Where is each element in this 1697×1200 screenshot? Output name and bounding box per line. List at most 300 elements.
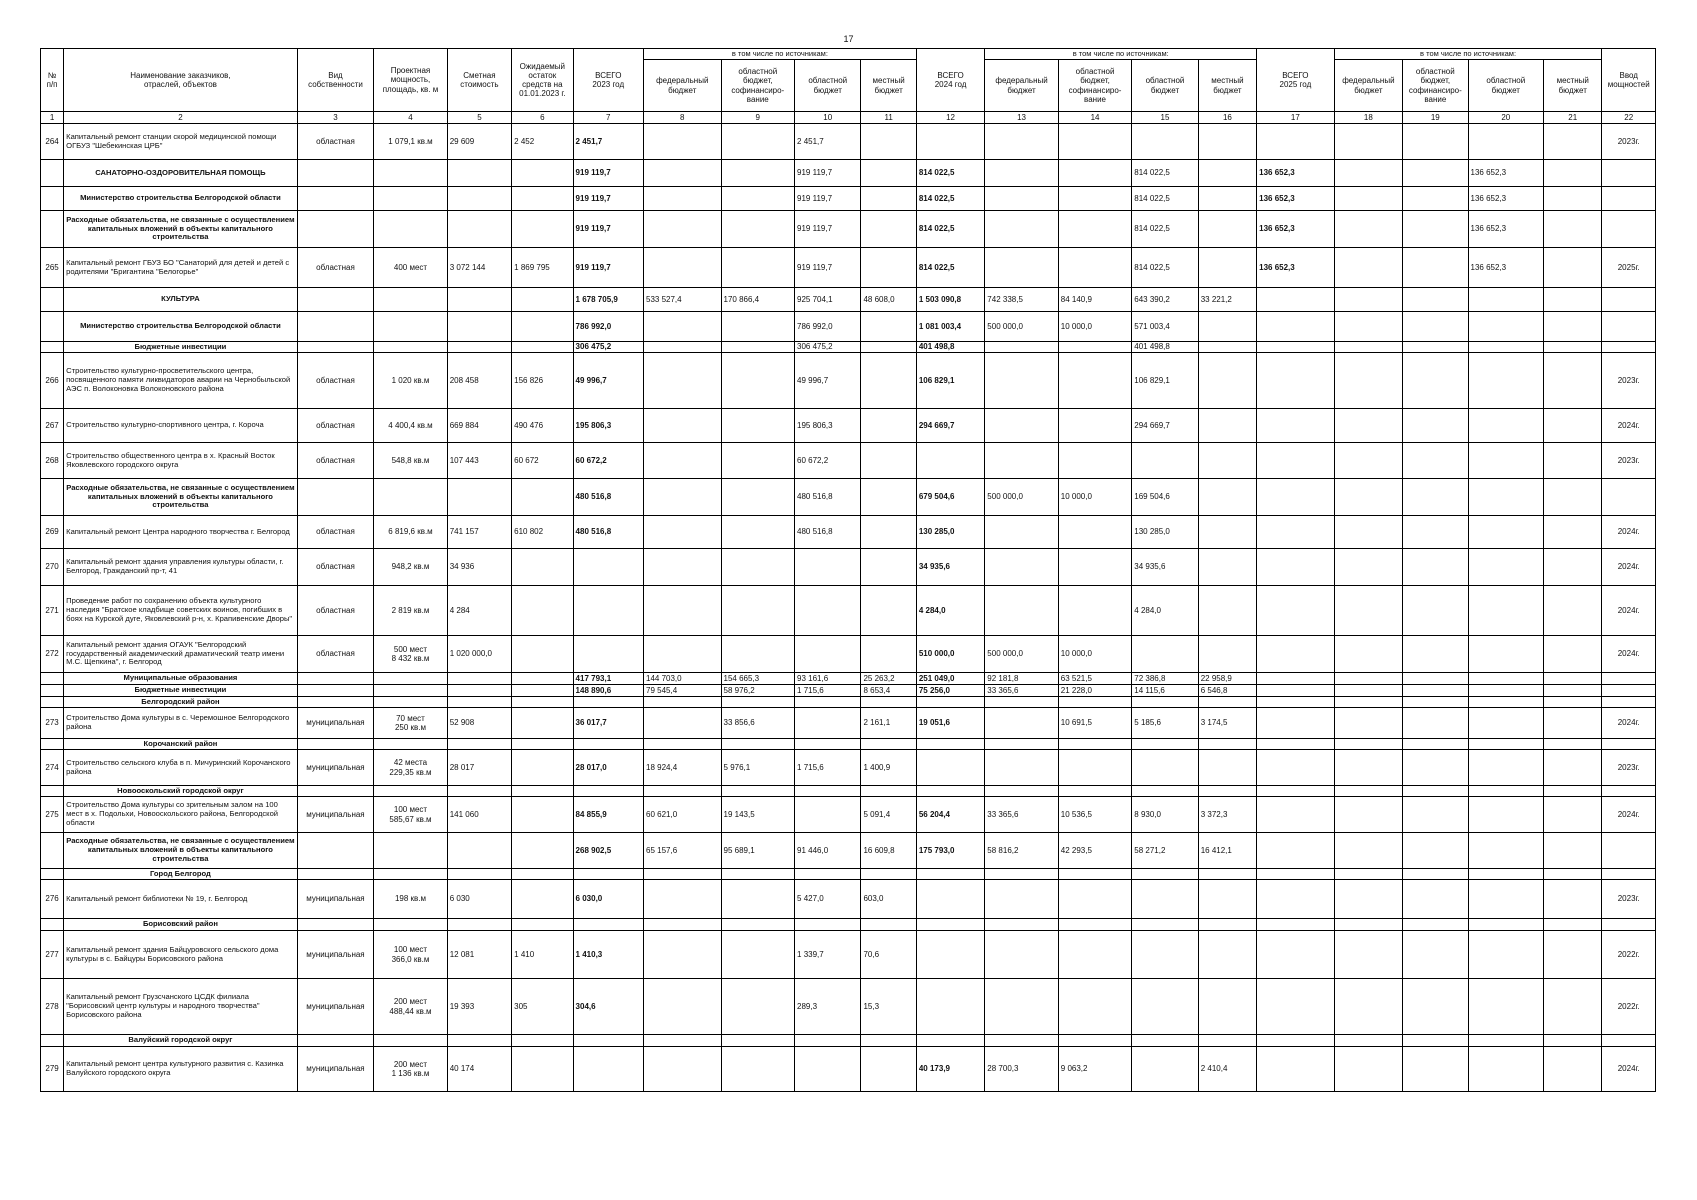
cofin-2023 — [721, 187, 794, 211]
total-2023: 148 890,6 — [573, 685, 643, 697]
local-2025 — [1544, 124, 1602, 160]
regional-2024: 169 504,6 — [1132, 479, 1198, 516]
row-number: 271 — [41, 586, 64, 636]
federal-2024: 500 000,0 — [985, 479, 1058, 516]
local-2024 — [1198, 869, 1256, 880]
table-row — [41, 516, 1656, 549]
local-2024 — [1198, 443, 1256, 479]
remaining-funds — [512, 697, 573, 708]
cofin-2024 — [1058, 750, 1131, 786]
commission-year — [1602, 786, 1656, 797]
regional-2023: 306 475,2 — [795, 342, 861, 353]
regional-2024 — [1132, 750, 1198, 786]
table-row — [41, 409, 1656, 443]
table-row — [41, 124, 1656, 160]
cofin-2025 — [1403, 124, 1468, 160]
total-2024 — [916, 786, 984, 797]
cofin-2025 — [1403, 248, 1468, 288]
total-2023: 6 030,0 — [573, 880, 643, 919]
cofin-2024 — [1058, 353, 1131, 409]
local-2023 — [861, 697, 916, 708]
commission-year: 2024г. — [1602, 797, 1656, 833]
total-2024: 40 173,9 — [916, 1047, 984, 1092]
header-cofin-2024: областной бюджет, софинансиро- вание — [1058, 60, 1131, 112]
federal-2023 — [644, 479, 722, 516]
cofin-2023 — [721, 312, 794, 342]
local-2025 — [1544, 1035, 1602, 1047]
object-name: Расходные обязательства, не связанные с осуществлением капитальных вложений в объекты капитального строительства — [64, 833, 298, 869]
estimated-cost — [447, 786, 511, 797]
column-number: 14 — [1058, 112, 1131, 124]
remaining-funds — [512, 187, 573, 211]
column-number: 1 — [41, 112, 64, 124]
row-number — [41, 697, 64, 708]
federal-2025 — [1334, 636, 1402, 673]
federal-2023 — [644, 786, 722, 797]
regional-2025 — [1468, 697, 1544, 708]
regional-2023 — [795, 1047, 861, 1092]
estimated-cost: 12 081 — [447, 931, 511, 979]
regional-2025 — [1468, 739, 1544, 750]
object-name: Валуйский городской округ — [64, 1035, 298, 1047]
capacity: 200 мест 488,44 кв.м — [374, 979, 447, 1035]
row-number — [41, 479, 64, 516]
capacity — [374, 919, 447, 931]
row-number — [41, 919, 64, 931]
cofin-2025 — [1403, 739, 1468, 750]
local-2025 — [1544, 636, 1602, 673]
total-2025: 136 652,3 — [1257, 187, 1335, 211]
total-2023: 268 902,5 — [573, 833, 643, 869]
capacity: 200 мест 1 136 кв.м — [374, 1047, 447, 1092]
federal-2024 — [985, 697, 1058, 708]
object-name: Строительство общественного центра в х. Красный Восток Яковлевского городского округа — [64, 443, 298, 479]
total-2024 — [916, 880, 984, 919]
regional-2025 — [1468, 586, 1544, 636]
local-2024 — [1198, 312, 1256, 342]
remaining-funds — [512, 797, 573, 833]
estimated-cost — [447, 342, 511, 353]
ownership — [297, 919, 374, 931]
federal-2024: 28 700,3 — [985, 1047, 1058, 1092]
regional-2025 — [1468, 931, 1544, 979]
federal-2023 — [644, 312, 722, 342]
federal-2025 — [1334, 516, 1402, 549]
remaining-funds — [512, 685, 573, 697]
regional-2023 — [795, 797, 861, 833]
table-row — [41, 248, 1656, 288]
cofin-2025 — [1403, 409, 1468, 443]
table-row — [41, 708, 1656, 739]
table-group-row — [41, 288, 1656, 312]
commission-year — [1602, 187, 1656, 211]
regional-2024: 294 669,7 — [1132, 409, 1198, 443]
local-2024 — [1198, 919, 1256, 931]
header-remaining: Ожидаемый остаток средств на 01.01.2023 г. — [512, 49, 573, 112]
local-2023 — [861, 312, 916, 342]
local-2025 — [1544, 739, 1602, 750]
cofin-2023 — [721, 211, 794, 248]
table-group-row — [41, 211, 1656, 248]
header-federal-2025: федеральный бюджет — [1334, 60, 1402, 112]
total-2025 — [1257, 1035, 1335, 1047]
cofin-2023: 58 976,2 — [721, 685, 794, 697]
commission-year — [1602, 869, 1656, 880]
regional-2025 — [1468, 833, 1544, 869]
object-name: Капитальный ремонт здания управления культуры области, г. Белгород, Гражданский пр-т, 41 — [64, 549, 298, 586]
remaining-funds — [512, 211, 573, 248]
total-2023: 84 855,9 — [573, 797, 643, 833]
cofin-2023 — [721, 516, 794, 549]
federal-2023 — [644, 697, 722, 708]
row-number — [41, 187, 64, 211]
capacity: 198 кв.м — [374, 880, 447, 919]
row-number: 268 — [41, 443, 64, 479]
local-2024 — [1198, 124, 1256, 160]
federal-2024 — [985, 342, 1058, 353]
remaining-funds — [512, 636, 573, 673]
remaining-funds: 610 802 — [512, 516, 573, 549]
total-2023: 919 119,7 — [573, 187, 643, 211]
capacity — [374, 833, 447, 869]
federal-2025 — [1334, 211, 1402, 248]
federal-2023 — [644, 931, 722, 979]
remaining-funds — [512, 288, 573, 312]
local-2025 — [1544, 288, 1602, 312]
federal-2023 — [644, 342, 722, 353]
commission-year: 2024г. — [1602, 549, 1656, 586]
federal-2023 — [644, 880, 722, 919]
regional-2025 — [1468, 786, 1544, 797]
estimated-cost: 208 458 — [447, 353, 511, 409]
federal-2025 — [1334, 673, 1402, 685]
cofin-2025 — [1403, 1047, 1468, 1092]
federal-2024 — [985, 869, 1058, 880]
commission-year — [1602, 160, 1656, 187]
capacity: 42 места 229,35 кв.м — [374, 750, 447, 786]
object-name: КУЛЬТУРА — [64, 288, 298, 312]
remaining-funds — [512, 869, 573, 880]
table-group-row — [41, 739, 1656, 750]
regional-2025: 136 652,3 — [1468, 160, 1544, 187]
commission-year: 2023г. — [1602, 353, 1656, 409]
federal-2025 — [1334, 586, 1402, 636]
regional-2025 — [1468, 288, 1544, 312]
total-2023 — [573, 586, 643, 636]
table-group-row — [41, 786, 1656, 797]
federal-2024 — [985, 708, 1058, 739]
federal-2025 — [1334, 443, 1402, 479]
local-2023 — [861, 187, 916, 211]
table-group-row — [41, 685, 1656, 697]
object-name: Строительство сельского клуба в п. Мичуринский Корочанского района — [64, 750, 298, 786]
header-regional-2024: областной бюджет — [1132, 60, 1198, 112]
estimated-cost: 19 393 — [447, 979, 511, 1035]
local-2024 — [1198, 750, 1256, 786]
total-2025 — [1257, 739, 1335, 750]
cofin-2023 — [721, 353, 794, 409]
cofin-2024 — [1058, 409, 1131, 443]
cofin-2024 — [1058, 931, 1131, 979]
estimated-cost: 1 020 000,0 — [447, 636, 511, 673]
federal-2025 — [1334, 187, 1402, 211]
cofin-2024: 9 063,2 — [1058, 1047, 1131, 1092]
total-2023: 60 672,2 — [573, 443, 643, 479]
object-name: Капитальный ремонт библиотеки № 19, г. Белгород — [64, 880, 298, 919]
regional-2023 — [795, 708, 861, 739]
capacity: 100 мест 585,67 кв.м — [374, 797, 447, 833]
federal-2023 — [644, 586, 722, 636]
cofin-2025 — [1403, 919, 1468, 931]
ownership: областная — [297, 516, 374, 549]
local-2024: 6 546,8 — [1198, 685, 1256, 697]
regional-2025: 136 652,3 — [1468, 211, 1544, 248]
estimated-cost — [447, 869, 511, 880]
column-number: 15 — [1132, 112, 1198, 124]
cofin-2023: 5 976,1 — [721, 750, 794, 786]
ownership — [297, 1035, 374, 1047]
federal-2025 — [1334, 685, 1402, 697]
federal-2025 — [1334, 708, 1402, 739]
local-2023 — [861, 409, 916, 443]
federal-2023 — [644, 211, 722, 248]
ownership — [297, 187, 374, 211]
total-2024: 814 022,5 — [916, 248, 984, 288]
local-2023 — [861, 549, 916, 586]
header-total-2023: ВСЕГО 2023 год — [573, 49, 643, 112]
cofin-2025 — [1403, 786, 1468, 797]
total-2025 — [1257, 869, 1335, 880]
table-row — [41, 549, 1656, 586]
capacity — [374, 697, 447, 708]
table-row — [41, 443, 1656, 479]
ownership — [297, 833, 374, 869]
federal-2023 — [644, 869, 722, 880]
estimated-cost — [447, 160, 511, 187]
local-2025 — [1544, 586, 1602, 636]
local-2025 — [1544, 697, 1602, 708]
object-name: САНАТОРНО-ОЗДОРОВИТЕЛЬНАЯ ПОМОЩЬ — [64, 160, 298, 187]
local-2023 — [861, 353, 916, 409]
total-2025 — [1257, 288, 1335, 312]
remaining-funds — [512, 919, 573, 931]
object-name: Проведение работ по сохранению объекта культурного наследия "Братское кладбище советских воинов, погибших в боях на Курской дуге, Яковлевский р-н, х. Крапивенские Дворы" — [64, 586, 298, 636]
local-2025 — [1544, 673, 1602, 685]
local-2025 — [1544, 979, 1602, 1035]
local-2025 — [1544, 708, 1602, 739]
federal-2023 — [644, 187, 722, 211]
regional-2024: 34 935,6 — [1132, 549, 1198, 586]
federal-2023 — [644, 1047, 722, 1092]
regional-2024 — [1132, 919, 1198, 931]
regional-2023: 1 715,6 — [795, 685, 861, 697]
column-number: 13 — [985, 112, 1058, 124]
regional-2024 — [1132, 124, 1198, 160]
commission-year — [1602, 833, 1656, 869]
federal-2025 — [1334, 124, 1402, 160]
total-2023: 1 410,3 — [573, 931, 643, 979]
column-number: 22 — [1602, 112, 1656, 124]
regional-2024: 106 829,1 — [1132, 353, 1198, 409]
commission-year: 2025г. — [1602, 248, 1656, 288]
cofin-2023 — [721, 697, 794, 708]
local-2025 — [1544, 880, 1602, 919]
total-2024: 75 256,0 — [916, 685, 984, 697]
cofin-2023 — [721, 786, 794, 797]
table-group-row — [41, 833, 1656, 869]
total-2024: 294 669,7 — [916, 409, 984, 443]
regional-2025: 136 652,3 — [1468, 248, 1544, 288]
federal-2024 — [985, 516, 1058, 549]
local-2025 — [1544, 353, 1602, 409]
regional-2023 — [795, 636, 861, 673]
total-2023: 480 516,8 — [573, 516, 643, 549]
federal-2023 — [644, 739, 722, 750]
federal-2023 — [644, 549, 722, 586]
local-2024 — [1198, 636, 1256, 673]
table-group-row — [41, 919, 1656, 931]
column-number: 11 — [861, 112, 916, 124]
federal-2025 — [1334, 409, 1402, 443]
local-2024 — [1198, 697, 1256, 708]
local-2023: 25 263,2 — [861, 673, 916, 685]
local-2025 — [1544, 443, 1602, 479]
local-2023 — [861, 516, 916, 549]
total-2025 — [1257, 685, 1335, 697]
cofin-2023 — [721, 549, 794, 586]
regional-2024 — [1132, 869, 1198, 880]
estimated-cost — [447, 211, 511, 248]
local-2024 — [1198, 786, 1256, 797]
total-2024 — [916, 443, 984, 479]
total-2025 — [1257, 673, 1335, 685]
remaining-funds — [512, 342, 573, 353]
capacity: 6 819,6 кв.м — [374, 516, 447, 549]
table-row — [41, 797, 1656, 833]
total-2023: 919 119,7 — [573, 248, 643, 288]
cofin-2024 — [1058, 124, 1131, 160]
total-2024: 510 000,0 — [916, 636, 984, 673]
header-ownership: Вид собственности — [297, 49, 374, 112]
remaining-funds — [512, 1047, 573, 1092]
federal-2025 — [1334, 160, 1402, 187]
ownership: областная — [297, 124, 374, 160]
total-2024: 34 935,6 — [916, 549, 984, 586]
cofin-2024 — [1058, 697, 1131, 708]
cofin-2025 — [1403, 833, 1468, 869]
remaining-funds — [512, 708, 573, 739]
federal-2023 — [644, 636, 722, 673]
regional-2025 — [1468, 673, 1544, 685]
ownership: областная — [297, 549, 374, 586]
row-number: 276 — [41, 880, 64, 919]
ownership — [297, 160, 374, 187]
remaining-funds — [512, 586, 573, 636]
regional-2025 — [1468, 869, 1544, 880]
total-2024 — [916, 919, 984, 931]
federal-2025 — [1334, 479, 1402, 516]
local-2025 — [1544, 919, 1602, 931]
total-2024: 106 829,1 — [916, 353, 984, 409]
local-2024 — [1198, 979, 1256, 1035]
total-2023: 919 119,7 — [573, 211, 643, 248]
regional-2025 — [1468, 516, 1544, 549]
regional-2023: 1 339,7 — [795, 931, 861, 979]
federal-2023: 18 924,4 — [644, 750, 722, 786]
ownership: областная — [297, 586, 374, 636]
cofin-2025 — [1403, 931, 1468, 979]
total-2024 — [916, 979, 984, 1035]
federal-2025 — [1334, 697, 1402, 708]
total-2025 — [1257, 919, 1335, 931]
cofin-2025 — [1403, 1035, 1468, 1047]
local-2025 — [1544, 685, 1602, 697]
total-2025 — [1257, 124, 1335, 160]
page-number: 17 — [843, 34, 854, 44]
federal-2025 — [1334, 312, 1402, 342]
total-2025 — [1257, 636, 1335, 673]
header-local-2024: местный бюджет — [1198, 60, 1256, 112]
regional-2023: 93 161,6 — [795, 673, 861, 685]
local-2025 — [1544, 409, 1602, 443]
capacity — [374, 187, 447, 211]
federal-2024 — [985, 931, 1058, 979]
federal-2023 — [644, 443, 722, 479]
federal-2024: 500 000,0 — [985, 636, 1058, 673]
ownership: муниципальная — [297, 979, 374, 1035]
estimated-cost — [447, 833, 511, 869]
federal-2023: 533 527,4 — [644, 288, 722, 312]
federal-2024 — [985, 586, 1058, 636]
cofin-2025 — [1403, 797, 1468, 833]
cofin-2025 — [1403, 636, 1468, 673]
regional-2024: 58 271,2 — [1132, 833, 1198, 869]
commission-year: 2024г. — [1602, 409, 1656, 443]
column-number: 9 — [721, 112, 794, 124]
commission-year — [1602, 479, 1656, 516]
regional-2023: 49 996,7 — [795, 353, 861, 409]
row-number: 279 — [41, 1047, 64, 1092]
cofin-2024: 10 536,5 — [1058, 797, 1131, 833]
regional-2023: 786 992,0 — [795, 312, 861, 342]
total-2024: 251 049,0 — [916, 673, 984, 685]
commission-year — [1602, 1035, 1656, 1047]
regional-2024 — [1132, 786, 1198, 797]
federal-2023: 65 157,6 — [644, 833, 722, 869]
regional-2025 — [1468, 342, 1544, 353]
local-2024: 33 221,2 — [1198, 288, 1256, 312]
row-number — [41, 160, 64, 187]
commission-year — [1602, 739, 1656, 750]
commission-year — [1602, 673, 1656, 685]
header-regional-2023: областной бюджет — [795, 60, 861, 112]
federal-2024 — [985, 1035, 1058, 1047]
local-2024 — [1198, 586, 1256, 636]
local-2024: 16 412,1 — [1198, 833, 1256, 869]
ownership — [297, 697, 374, 708]
row-number: 272 — [41, 636, 64, 673]
estimated-cost: 669 884 — [447, 409, 511, 443]
header-total-2025: ВСЕГО 2025 год — [1257, 49, 1335, 112]
total-2024 — [916, 1035, 984, 1047]
federal-2023 — [644, 516, 722, 549]
total-2024: 130 285,0 — [916, 516, 984, 549]
commission-year: 2023г. — [1602, 880, 1656, 919]
federal-2025 — [1334, 797, 1402, 833]
table-row — [41, 586, 1656, 636]
local-2023: 48 608,0 — [861, 288, 916, 312]
capacity — [374, 211, 447, 248]
